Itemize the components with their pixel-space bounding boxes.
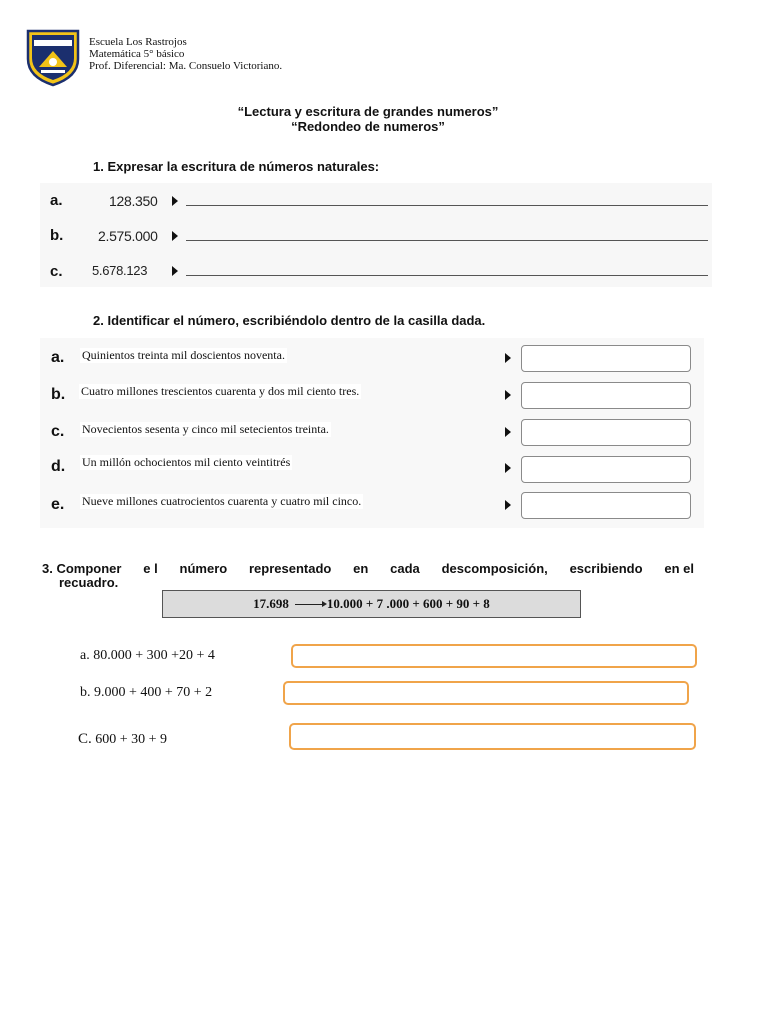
section3-letter-a: a.	[80, 648, 90, 663]
teacher-line: Prof. Diferencial: Ma. Consuelo Victoriano.	[89, 60, 283, 72]
section3-item-b	[80, 685, 212, 701]
arrow-right-icon	[505, 390, 511, 400]
arrow-right-icon	[172, 266, 178, 276]
arrow-right-icon	[505, 353, 511, 363]
section3-expr-a: 80.000 + 300 +20 + 4	[93, 648, 215, 663]
example-decomposition: 10.000 + 7 .000 + 600 + 90 + 8	[326, 596, 490, 611]
section1-number-b: 2.575.000	[98, 228, 158, 244]
arrow-right-icon	[295, 604, 325, 605]
section2-letter-a: a.	[51, 349, 65, 366]
section3-heading-word: en el	[664, 561, 694, 576]
section3-heading-word: número	[179, 561, 228, 576]
section1-number-c: 5.678.123	[92, 263, 148, 278]
arrow-right-icon	[172, 196, 178, 206]
section3-item-a	[80, 648, 215, 664]
example-number: 17.698	[253, 596, 289, 611]
school-info	[89, 36, 282, 72]
section3-heading-word: representado	[249, 561, 332, 576]
section3-expr-c: 600 + 30 + 9	[95, 732, 168, 747]
section2-heading: 2. Identificar el número, escribiéndolo dentro de la casilla dada.	[93, 313, 486, 328]
section3-heading	[42, 562, 694, 590]
section3-item-c	[78, 731, 167, 748]
section1-letter-c: c.	[50, 263, 63, 280]
section1-letter-b: b.	[50, 227, 64, 244]
section2-text-a: Quinientos treinta mil doscientos noventa.	[82, 348, 285, 362]
section3-heading-word: escribiendo	[569, 561, 643, 576]
section1-letter-a: a.	[50, 192, 63, 209]
section2-letter-c: c.	[51, 423, 65, 440]
example-box	[162, 590, 581, 618]
arrow-right-icon	[505, 427, 511, 437]
answer-box-d[interactable]	[521, 456, 691, 483]
answer-box-3b[interactable]	[283, 681, 689, 705]
answer-box-3a[interactable]	[291, 644, 697, 668]
school-logo	[25, 29, 81, 87]
arrow-right-icon	[505, 500, 511, 510]
worksheet-subtitle: “Redondeo de numeros”	[291, 119, 445, 134]
section3-heading-word: cada	[390, 561, 420, 576]
section3-heading-word: en	[353, 561, 369, 576]
answer-line-b[interactable]	[186, 240, 708, 241]
section3-letter-b: b.	[80, 685, 91, 700]
section1-number-a: 128.350	[109, 193, 158, 209]
answer-box-3c[interactable]	[289, 723, 696, 750]
arrow-right-icon	[172, 231, 178, 241]
answer-line-a[interactable]	[186, 205, 708, 206]
section1-heading: 1. Expresar la escritura de números naturales:	[93, 159, 380, 174]
section2-letter-d: d.	[51, 458, 66, 475]
section3-letter-c: C.	[78, 731, 92, 747]
school-name: Escuela Los Rastrojos	[89, 36, 187, 48]
section2-letter-e: e.	[51, 496, 65, 513]
section2-text-b: Cuatro millones trescientos cuarenta y dos mil ciento tres.	[81, 384, 360, 398]
answer-box-b[interactable]	[521, 382, 691, 409]
section3-expr-b: 9.000 + 400 + 70 + 2	[94, 685, 213, 700]
section3-heading-word: 3. Componer	[42, 561, 122, 576]
section2-text-e: Nueve millones cuatrocientos cuarenta y cuatro mil cinco.	[82, 494, 362, 508]
section3-heading-word: e l	[143, 561, 158, 576]
arrow-right-icon	[505, 463, 511, 473]
section2-letter-b: b.	[51, 386, 66, 403]
section3-heading-line2: recuadro.	[59, 575, 119, 590]
answer-box-e[interactable]	[521, 492, 691, 519]
answer-box-c[interactable]	[521, 419, 691, 446]
worksheet-title: “Lectura y escritura de grandes numeros”	[237, 104, 499, 119]
section2-text-c: Novecientos sesenta y cinco mil setecientos treinta.	[82, 422, 329, 436]
answer-line-c[interactable]	[186, 275, 708, 276]
answer-box-a[interactable]	[521, 345, 691, 372]
section2-text-d: Un millón ochocientos mil ciento veintitrés	[82, 455, 291, 469]
section3-heading-word: descomposición,	[441, 561, 548, 576]
subject-line: Matemática 5° básico	[89, 48, 185, 60]
